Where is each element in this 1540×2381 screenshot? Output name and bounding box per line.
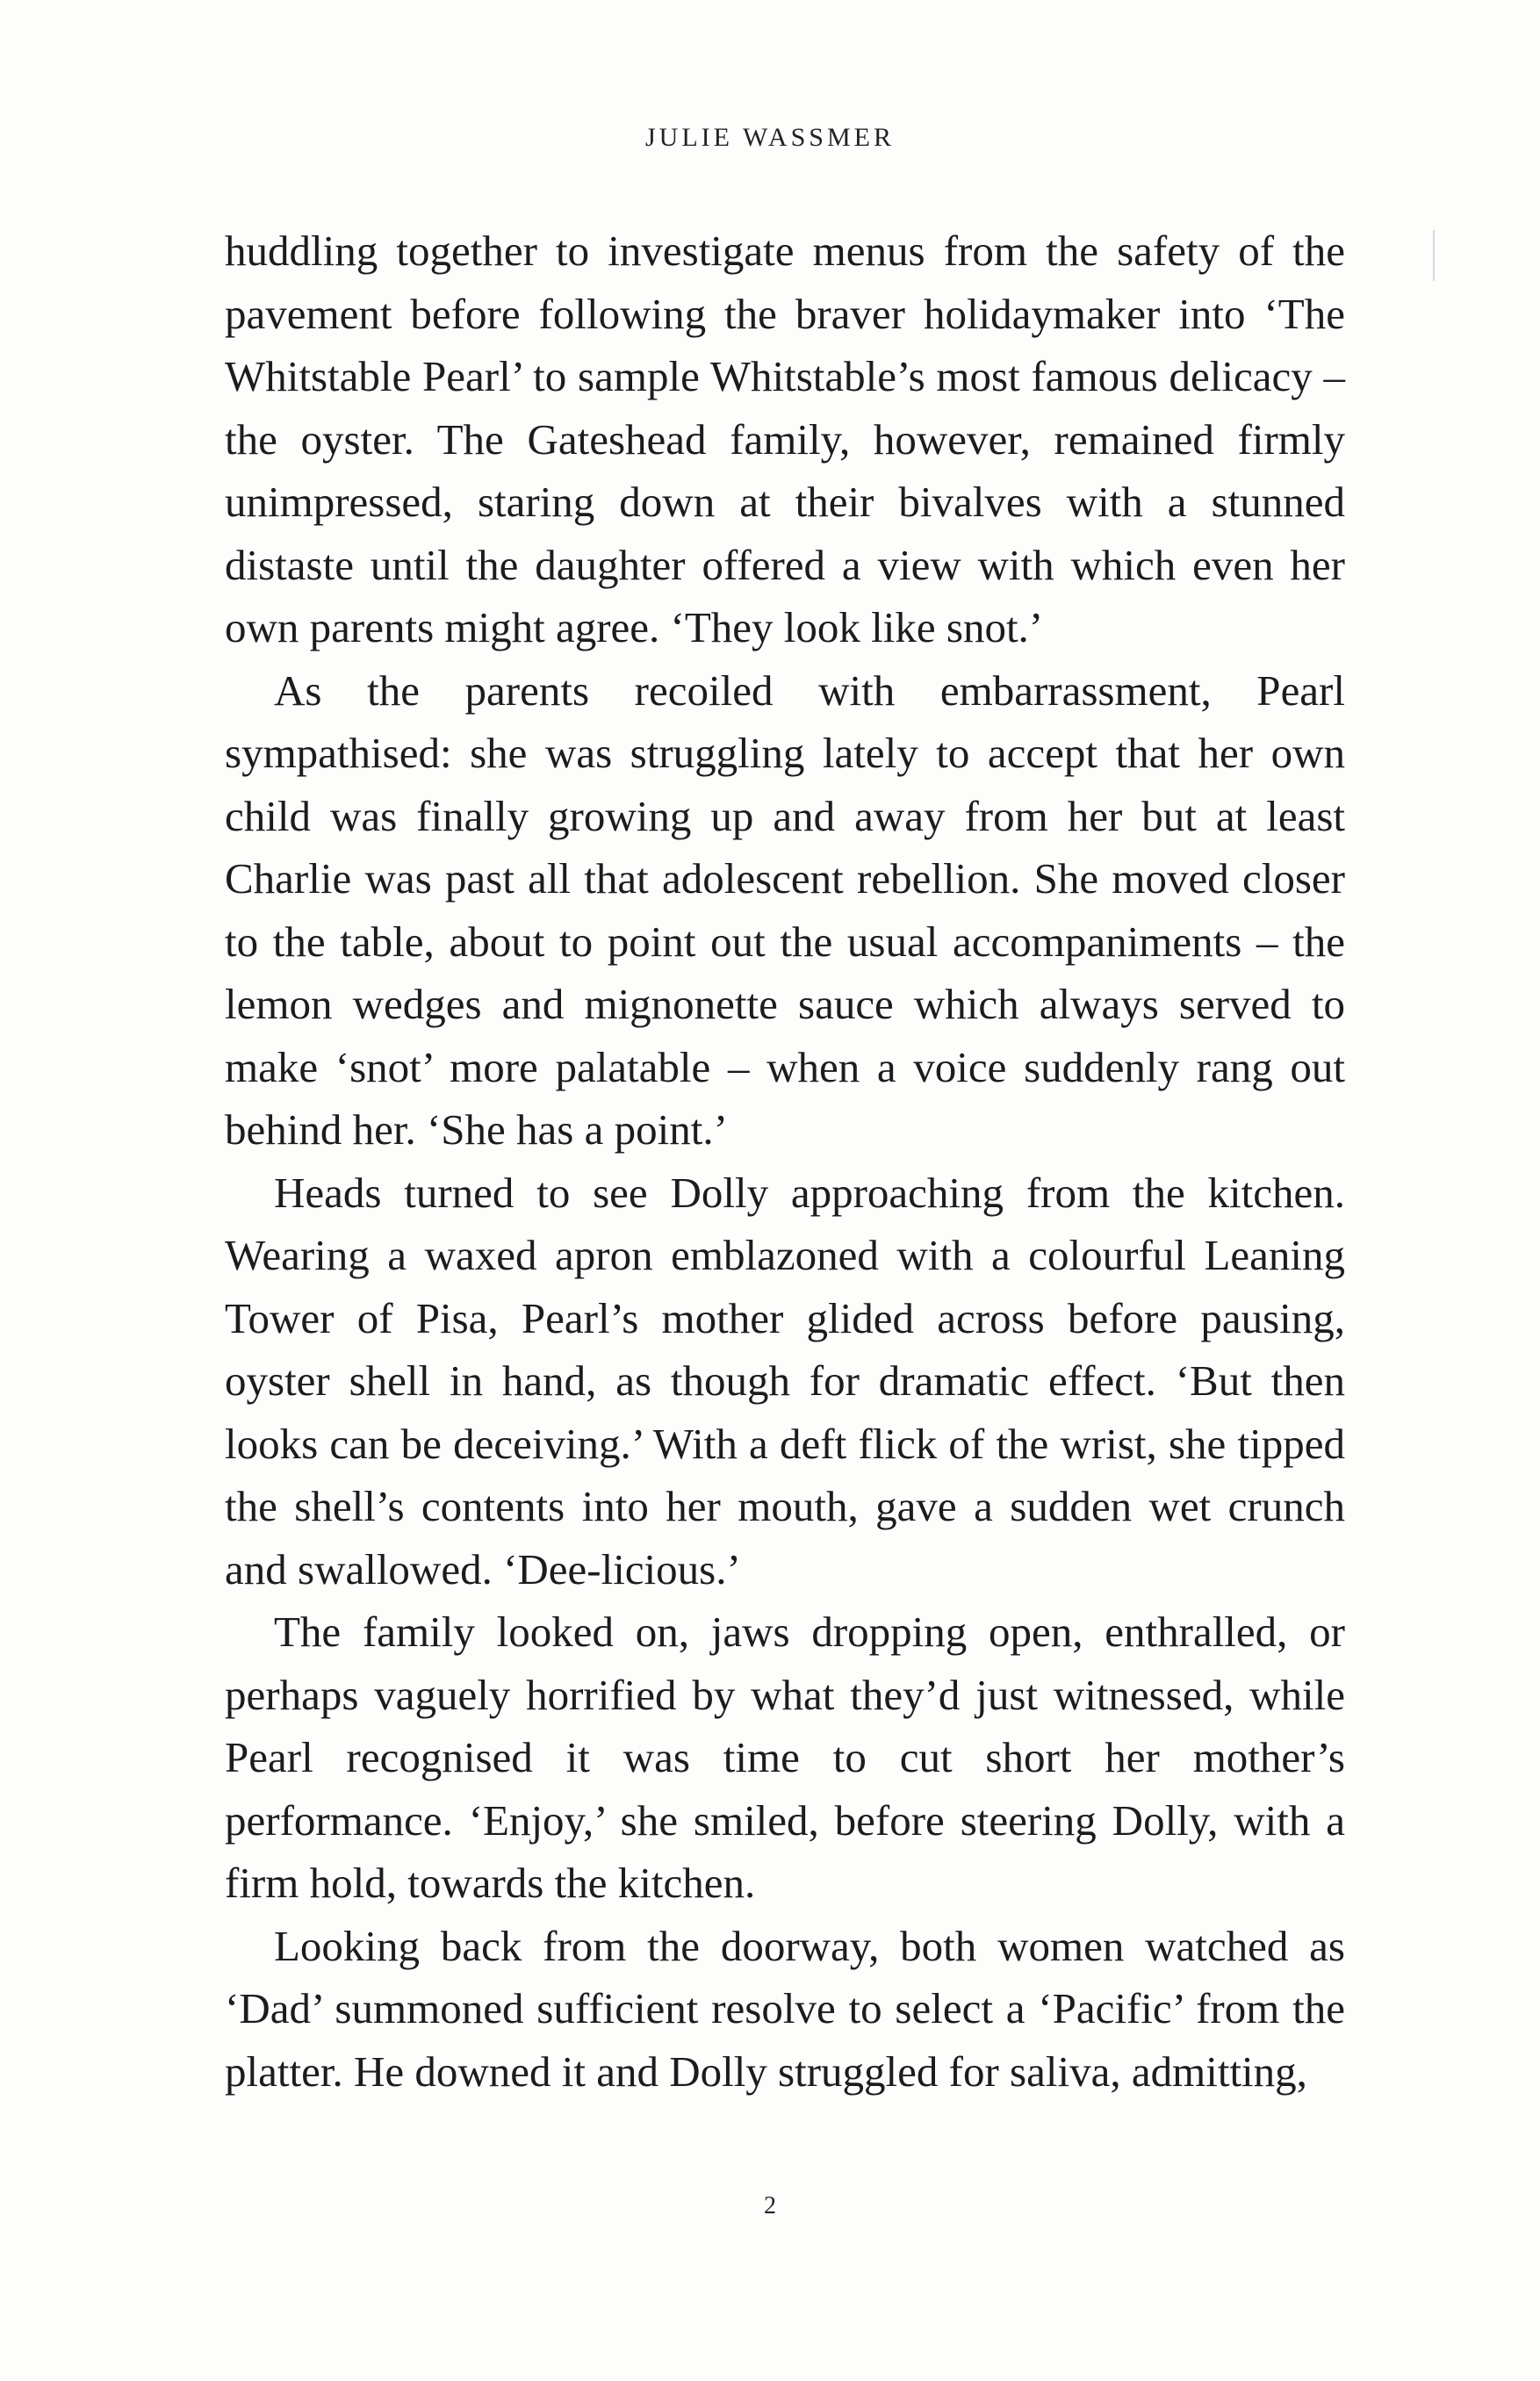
page-number: 2: [764, 2192, 776, 2219]
body-text: [225, 219, 1345, 2103]
paragraph-4: The family looked on, jaws dropping open, enthralled, or perhaps vaguely horrified by what they’d just witnessed, while Pearl recognised it was time to cut short her mother’s performance. ‘Enjoy,’ she smiled, before steering Dolly, with a firm hold, towards the kitchen.: [225, 1608, 1345, 1907]
paragraph-3: Heads turned to see Dolly approaching from the kitchen. Wearing a waxed apron emblazoned with a colourful Leaning Tower of Pisa, Pearl’s mother glided across before pausing, oyster shell in hand, as though for dramatic effect. ‘But then looks can be deceiving.’ With a deft flick of the wrist, she tipped the shell’s contents into her mouth, gave a sudden wet crunch and swallowed. ‘Dee-licious.’: [225, 1168, 1345, 1593]
running-head: JULIE WASSMER: [645, 123, 895, 152]
paragraph-5: Looking back from the doorway, both women watched as ‘Dad’ summoned sufficient resolve to select a ‘Pacific’ from the platter. He downed it and Dolly struggled for saliva, admitting,: [225, 1921, 1345, 2096]
paragraph-1: huddling together to investigate menus from the safety of the pavement before following the braver holidaymaker into ‘The Whitstable Pearl’ to sample Whitstable’s most famous delicacy – the oyster. The Gateshead family, however, remained firmly unimpressed, staring down at their bivalves with a stunned distaste until the daughter offered a view with which even her own parents might agree. ‘They look like snot.’: [225, 227, 1345, 651]
scan-artifact-line: [1433, 230, 1435, 281]
paragraph-2: As the parents recoiled with embarrassment, Pearl sympathised: she was struggling lately to accept that her own child was finally growing up and away from her but at least Charlie was past all that adolescent rebellion. She moved closer to the table, about to point out the usual accompaniments – the lemon wedges and mignonette sauce which always served to make ‘snot’ more palatable – when a voice suddenly rang out behind her. ‘She has a point.’: [225, 665, 1345, 1154]
